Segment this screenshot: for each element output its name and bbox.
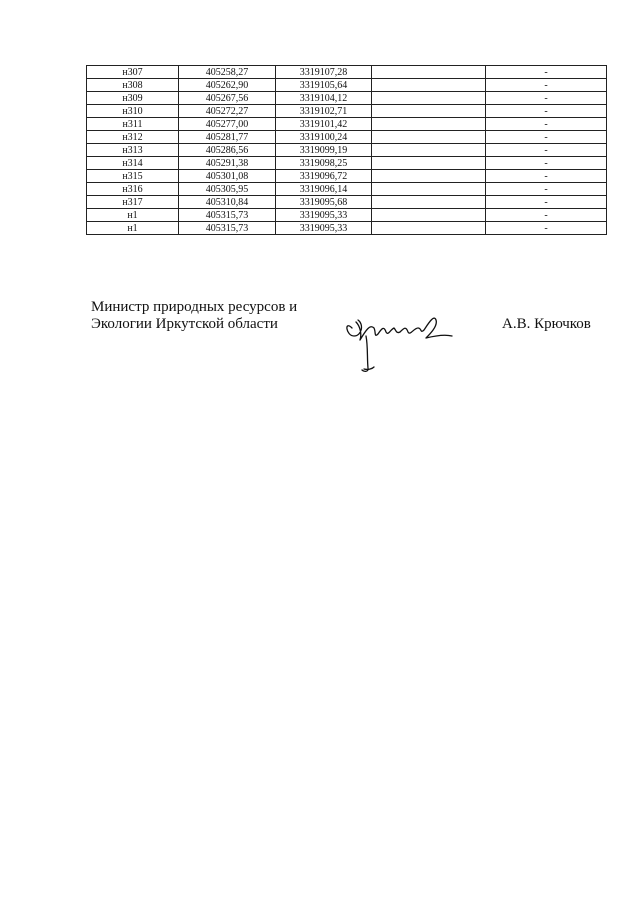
empty-cell: [372, 118, 486, 131]
signer-position-line-2: Экологии Иркутской области: [91, 316, 278, 332]
point-cell: н307: [87, 66, 179, 79]
handwritten-signature: [340, 306, 455, 376]
empty-cell: [372, 79, 486, 92]
empty-cell: [372, 92, 486, 105]
x-coordinate-cell: 405315,73: [179, 222, 276, 235]
table-row: [87, 209, 607, 222]
y-coordinate-cell: 3319107,28: [276, 66, 372, 79]
y-coordinate-cell: 3319105,64: [276, 79, 372, 92]
table-row: [87, 131, 607, 144]
point-cell: н315: [87, 170, 179, 183]
empty-cell: [372, 66, 486, 79]
mark-cell: -: [486, 92, 607, 105]
point-cell: н310: [87, 105, 179, 118]
empty-cell: [372, 144, 486, 157]
empty-cell: [372, 105, 486, 118]
point-cell: н316: [87, 183, 179, 196]
empty-cell: [372, 131, 486, 144]
mark-cell: -: [486, 196, 607, 209]
y-coordinate-cell: 3319104,12: [276, 92, 372, 105]
mark-cell: -: [486, 79, 607, 92]
table-row: [87, 222, 607, 235]
y-coordinate-cell: 3319101,42: [276, 118, 372, 131]
point-cell: н312: [87, 131, 179, 144]
mark-cell: -: [486, 170, 607, 183]
point-cell: н308: [87, 79, 179, 92]
empty-cell: [372, 222, 486, 235]
point-cell: н311: [87, 118, 179, 131]
point-cell: н314: [87, 157, 179, 170]
x-coordinate-cell: 405267,56: [179, 92, 276, 105]
table-row: [87, 170, 607, 183]
mark-cell: -: [486, 105, 607, 118]
mark-cell: -: [486, 144, 607, 157]
table-row: [87, 66, 607, 79]
y-coordinate-cell: 3319096,72: [276, 170, 372, 183]
x-coordinate-cell: 405291,38: [179, 157, 276, 170]
x-coordinate-cell: 405286,56: [179, 144, 276, 157]
table-row: [87, 144, 607, 157]
y-coordinate-cell: 3319100,24: [276, 131, 372, 144]
mark-cell: -: [486, 118, 607, 131]
table-row: [87, 105, 607, 118]
y-coordinate-cell: 3319095,68: [276, 196, 372, 209]
signer-name: А.В. Крючков: [502, 316, 591, 332]
mark-cell: -: [486, 66, 607, 79]
x-coordinate-cell: 405315,73: [179, 209, 276, 222]
empty-cell: [372, 170, 486, 183]
point-cell: н309: [87, 92, 179, 105]
mark-cell: -: [486, 157, 607, 170]
signer-position-line-1: Министр природных ресурсов и: [91, 299, 298, 315]
x-coordinate-cell: 405301,08: [179, 170, 276, 183]
y-coordinate-cell: 3319098,25: [276, 157, 372, 170]
y-coordinate-cell: 3319102,71: [276, 105, 372, 118]
empty-cell: [372, 183, 486, 196]
coordinates-table-body: [87, 66, 607, 235]
mark-cell: -: [486, 131, 607, 144]
y-coordinate-cell: 3319096,14: [276, 183, 372, 196]
coordinates-table: [86, 65, 607, 235]
table-row: [87, 118, 607, 131]
signer-position: [91, 299, 297, 333]
mark-cell: -: [486, 183, 607, 196]
point-cell: н313: [87, 144, 179, 157]
x-coordinate-cell: 405272,27: [179, 105, 276, 118]
x-coordinate-cell: 405305,95: [179, 183, 276, 196]
mark-cell: -: [486, 209, 607, 222]
table-row: [87, 183, 607, 196]
point-cell: н1: [87, 222, 179, 235]
point-cell: н317: [87, 196, 179, 209]
table-row: [87, 79, 607, 92]
table-row: [87, 92, 607, 105]
x-coordinate-cell: 405277,00: [179, 118, 276, 131]
y-coordinate-cell: 3319099,19: [276, 144, 372, 157]
table-row: [87, 196, 607, 209]
y-coordinate-cell: 3319095,33: [276, 209, 372, 222]
y-coordinate-cell: 3319095,33: [276, 222, 372, 235]
mark-cell: -: [486, 222, 607, 235]
table-row: [87, 157, 607, 170]
empty-cell: [372, 209, 486, 222]
x-coordinate-cell: 405281,77: [179, 131, 276, 144]
x-coordinate-cell: 405310,84: [179, 196, 276, 209]
point-cell: н1: [87, 209, 179, 222]
empty-cell: [372, 157, 486, 170]
x-coordinate-cell: 405262,90: [179, 79, 276, 92]
x-coordinate-cell: 405258,27: [179, 66, 276, 79]
empty-cell: [372, 196, 486, 209]
